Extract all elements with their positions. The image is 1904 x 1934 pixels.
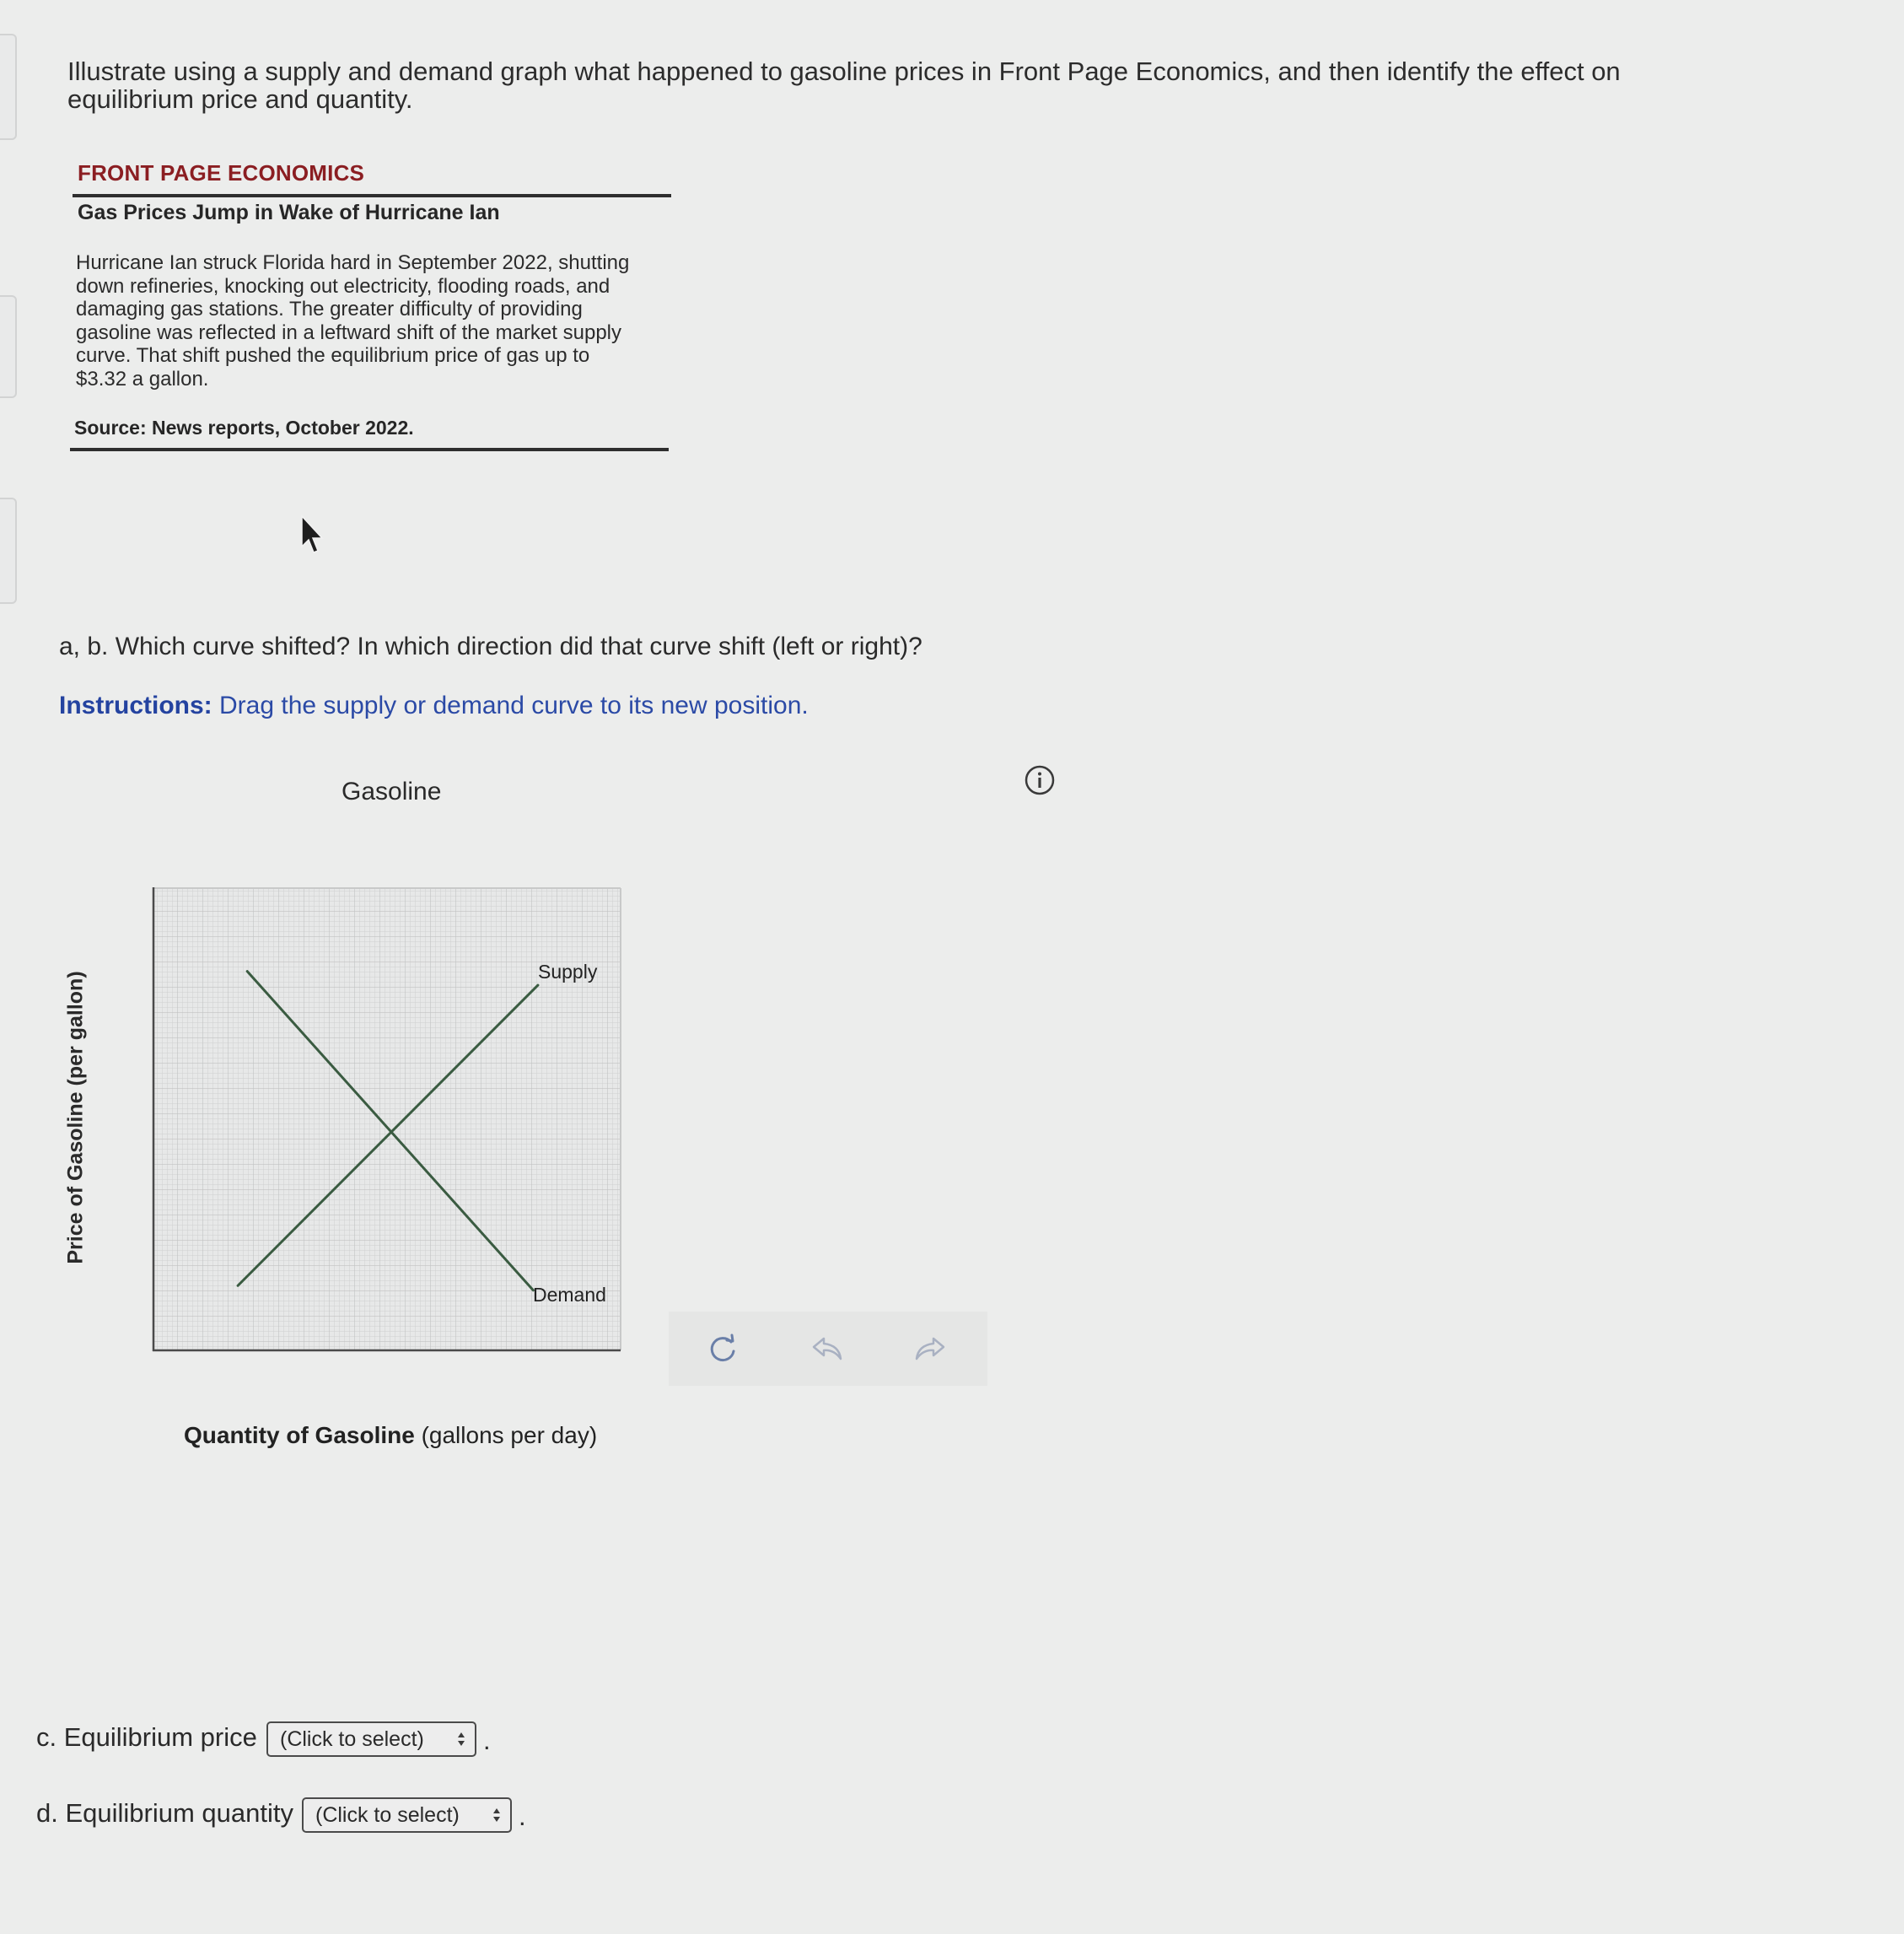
equilibrium-price-value: (Click to select) [280,1727,424,1751]
news-divider-bottom [70,448,669,451]
quantity-period: . [519,1802,526,1831]
news-source: Source: News reports, October 2022. [74,417,414,439]
undo-button[interactable] [805,1327,849,1371]
info-icon[interactable] [1024,764,1056,796]
select-arrows-icon [492,1806,502,1824]
redo-button[interactable] [908,1327,952,1371]
left-edge-tab [0,34,17,140]
equilibrium-quantity-select[interactable] [302,1797,512,1833]
graph-toolbar [669,1312,987,1386]
news-divider-top [73,194,671,197]
price-period: . [483,1726,491,1755]
news-body-line: $3.32 a gallon. [76,367,209,391]
redo-icon [908,1327,952,1371]
undo-icon [805,1327,849,1371]
curve-shift-question: a, b. Which curve shifted? In which direction did that curve shift (left or right)? [59,633,922,660]
instructions-text: Drag the supply or demand curve to its new position. [212,692,809,719]
news-kicker: FRONT PAGE ECONOMICS [78,160,365,186]
equilibrium-price-label: c. Equilibrium price [36,1722,257,1752]
news-body-line: down refineries, knocking out electricity, flooding roads, and [76,274,610,298]
question-prompt: Illustrate using a supply and demand graph what happened to gasoline prices in Front Page Economics, and then identify the effect on equilibrium price and quantity. [67,57,1621,114]
left-edge-tab [0,295,17,398]
news-body-line: curve. That shift pushed the equilibrium price of gas up to [76,344,590,367]
mouse-cursor-icon [299,514,325,557]
reset-button[interactable] [701,1327,745,1371]
equilibrium-quantity-value: (Click to select) [315,1803,460,1827]
news-body-line: damaging gas stations. The greater difficulty of providing [76,298,583,321]
news-body-line: Hurricane Ian struck Florida hard in September 2022, shutting [76,251,630,274]
supply-demand-graph[interactable] [152,886,624,1355]
supply-curve-label: Supply [538,961,598,983]
equilibrium-quantity-label: d. Equilibrium quantity [36,1798,293,1828]
reset-icon [701,1327,745,1371]
x-axis-label: Quantity of Gasoline (gallons per day) [184,1422,598,1448]
plot-grid-major [153,888,621,1350]
news-headline: Gas Prices Jump in Wake of Hurricane Ian [78,201,500,224]
equilibrium-price-select[interactable] [266,1721,476,1757]
news-body [76,251,670,391]
left-edge-tab [0,498,17,604]
instructions-label: Instructions: [59,692,212,719]
graph-title: Gasoline [342,778,442,805]
instructions [59,692,809,720]
select-arrows-icon [456,1730,466,1748]
demand-curve-label: Demand [533,1284,606,1306]
news-body-line: gasoline was reflected in a leftward shift of the market supply [76,321,621,344]
